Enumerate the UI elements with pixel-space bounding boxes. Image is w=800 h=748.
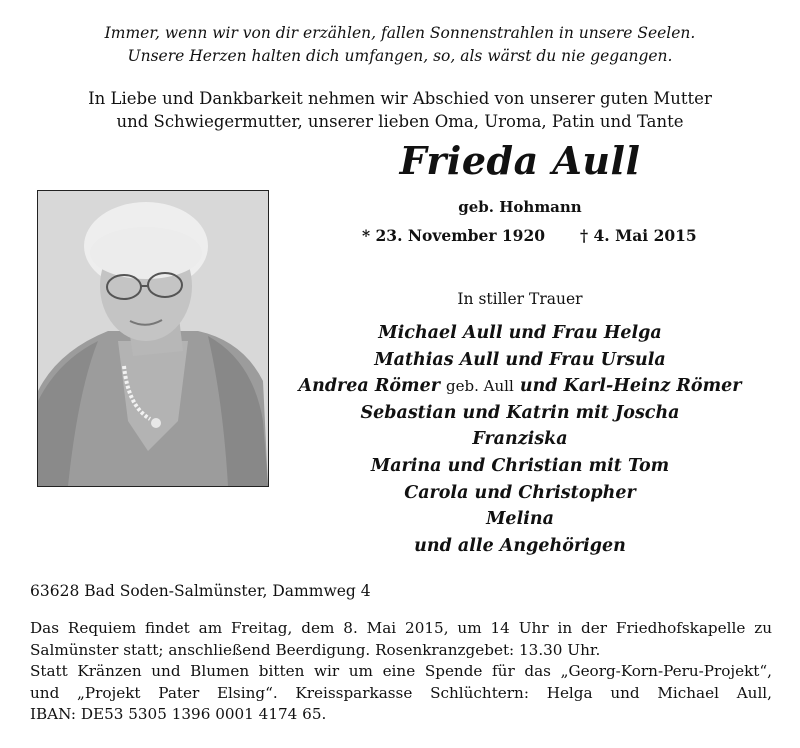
mourner-line: Michael Aull und Frau Helga — [378, 323, 662, 343]
mourners-list — [290, 320, 750, 559]
death-date: † 4. Mai 2015 — [580, 226, 697, 245]
birth-name: geb. Hohmann — [458, 198, 582, 216]
notice-line-4: und „Projekt Pater Elsing“. Kreissparkasse Schlüchtern: Helga und Michael Aull, — [30, 683, 772, 702]
intro-line-1: In Liebe und Dankbarkeit nehmen wir Abschied von unserer guten Mutter — [88, 89, 712, 108]
verse-line-2: Unsere Herzen halten dich umfangen, so, als wärst du nie gegangen. — [127, 47, 673, 65]
address: 63628 Bad Soden-Salmünster, Dammweg 4 — [30, 582, 371, 600]
mourner-line — [290, 373, 750, 400]
verse-line-1: Immer, wenn wir von dir erzählen, fallen Sonnenstrahlen in unsere Seelen. — [104, 24, 696, 42]
mourner-partner: und Karl-Heinz Römer — [519, 376, 742, 397]
notice-line-3: Statt Kränzen und Blumen bitten wir um eine Spende für das „Georg-Korn-Peru-Projekt“, — [30, 662, 772, 681]
intro-text — [0, 87, 800, 133]
mourner-birth-name: geb. Aull — [446, 377, 514, 396]
funeral-notice — [30, 618, 772, 726]
mourner-line: Franziska — [472, 429, 568, 450]
deceased-name: Frieda Aull — [399, 138, 641, 183]
mourner-line: Sebastian und Katrin mit Joscha — [360, 402, 680, 423]
mourning-heading: In stiller Trauer — [457, 290, 583, 308]
mourner-line: Carola und Christopher — [404, 482, 636, 503]
mourner-line: und alle Angehörigen — [414, 535, 626, 556]
notice-line-1: Das Requiem findet am Freitag, dem 8. Mai 2015, um 14 Uhr in der Friedhofskapelle zu — [30, 619, 772, 637]
intro-line-2: und Schwiegermutter, unserer lieben Oma, Uroma, Patin und Tante — [116, 112, 684, 131]
mourner-line: Marina und Christian mit Tom — [370, 455, 670, 476]
mourner-name: Andrea Römer — [298, 376, 440, 397]
mourner-line: Mathias Aull und Frau Ursula — [374, 349, 666, 370]
verse — [0, 22, 800, 68]
notice-line-5: IBAN: DE53 5305 1396 0001 4174 65. — [30, 705, 327, 724]
notice-line-2: Salmünster statt; anschließend Beerdigung. Rosenkranzgebet: 13.30 Uhr. — [30, 640, 601, 659]
portrait-photo — [37, 190, 269, 487]
mourner-line: Melina — [486, 509, 554, 530]
birth-date: * 23. November 1920 — [362, 226, 546, 245]
